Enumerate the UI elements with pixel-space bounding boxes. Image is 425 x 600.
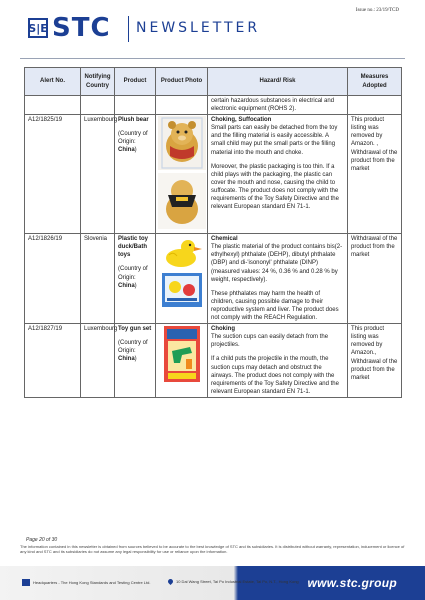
header-divider bbox=[128, 16, 129, 42]
empty-cell bbox=[115, 96, 156, 115]
measures: This product listing was removed by Amazon. , Withdrawal of the product from the market bbox=[348, 115, 402, 234]
header-rule bbox=[20, 58, 405, 59]
hazard-paragraph: Small parts can easily be detached from the toy and the filling material is easily accessible. A small child may put the small parts or the filling material into the mouth and choke. bbox=[211, 125, 338, 156]
header-hazard: Hazard/ Risk bbox=[208, 68, 348, 96]
footer-address bbox=[168, 579, 299, 584]
stc-logo-mark bbox=[28, 18, 48, 38]
plush-bear-back-photo bbox=[158, 173, 206, 229]
rubber-duck-photo bbox=[159, 235, 205, 269]
page-footer bbox=[0, 566, 425, 600]
bath-toys-package-photo bbox=[159, 272, 205, 308]
hazard-cell bbox=[208, 324, 348, 398]
issue-number: Issue no.: 23/19/TCD bbox=[355, 8, 399, 13]
alert-no: A12/1827/19 bbox=[25, 324, 81, 398]
hazard-cell bbox=[208, 115, 348, 234]
header-product: Product bbox=[115, 68, 156, 96]
alerts-table bbox=[24, 67, 402, 398]
hazard-title: Choking, Suffocation bbox=[211, 117, 272, 124]
empty-cell bbox=[81, 96, 115, 115]
product-cell bbox=[115, 324, 156, 398]
origin-value: China bbox=[118, 282, 135, 289]
product-name: Toy gun set bbox=[118, 326, 152, 333]
measures: Withdrawal of the product from the market bbox=[348, 234, 402, 324]
origin-label: (Country of Origin: bbox=[118, 340, 148, 355]
hazard-title: Chemical bbox=[211, 236, 238, 243]
hazard-cell bbox=[208, 234, 348, 324]
hq-address: 10 Dai Wang Street, Tai Po Industrial Estate, Tai Po, N.T., Hong Kong bbox=[176, 579, 299, 584]
origin-close: ) bbox=[134, 282, 137, 289]
origin-label: (Country of Origin: bbox=[118, 131, 148, 146]
product-name: Plush bear bbox=[118, 117, 149, 124]
empty-cell bbox=[156, 96, 208, 115]
header-measures: Measures Adopted bbox=[348, 68, 402, 96]
website-link[interactable]: www.stc.group bbox=[307, 576, 397, 590]
table-row bbox=[25, 115, 402, 234]
hazard-title: Choking bbox=[211, 326, 235, 333]
header-alert-no: Alert No. bbox=[25, 68, 81, 96]
photo-cell bbox=[156, 115, 208, 234]
alert-no: A12/1825/19 bbox=[25, 115, 81, 234]
brand-name: STC bbox=[52, 13, 111, 43]
newsletter-title: NEWSLETTER bbox=[136, 20, 261, 36]
hq-name: Headquarters - The Hong Kong Standards and Testing Centre Ltd. bbox=[33, 580, 151, 585]
product-cell bbox=[115, 115, 156, 234]
continuation-text: certain hazardous substances in electrical and electronic equipment (ROHS 2). bbox=[208, 96, 348, 115]
toy-gun-set-photo bbox=[162, 325, 202, 383]
building-icon bbox=[22, 579, 30, 586]
origin-value: China bbox=[118, 356, 135, 363]
photo-cell bbox=[156, 234, 208, 324]
page-number: Page 20 of 30 bbox=[26, 537, 58, 543]
table-row bbox=[25, 324, 402, 398]
product-cell bbox=[115, 234, 156, 324]
alert-no: A12/1826/19 bbox=[25, 234, 81, 324]
country: Luxembourg bbox=[81, 324, 115, 398]
country: Luxembourg bbox=[81, 115, 115, 234]
empty-cell bbox=[348, 96, 402, 115]
country: Slovenia bbox=[81, 234, 115, 324]
origin-close: ) bbox=[134, 356, 137, 363]
footer-headquarters bbox=[22, 579, 150, 586]
logo-letters: S|E bbox=[28, 21, 48, 35]
table-header-row bbox=[25, 68, 402, 96]
photo-cell bbox=[156, 324, 208, 398]
table-row-continuation bbox=[25, 96, 402, 115]
disclaimer-text: The information contained in this newsletter is obtained from sources believed to be accurate to the best knowledge of STC and its subsidiaries. It is distributed without warranty, representation, inducement or licence of any kind and STC and its subsidiaries do not assume any legal responsibility for use or reliance upon the information. bbox=[20, 544, 405, 555]
origin-label: (Country of Origin: bbox=[118, 266, 148, 281]
empty-cell bbox=[25, 96, 81, 115]
product-name: Plastic toy duck/Bath toys bbox=[118, 236, 149, 259]
hazard-paragraph: The suction cups can easily detach from the projectiles. bbox=[211, 334, 329, 349]
hazard-paragraph: Moreover, the plastic packaging is too thin. If a child plays with the packaging, the plastic can cover the mouth and nose, causing the child to suffocate. The product does not comply with the requirements of the Toy Safety Directive and the relevant European standard EN 71-1. bbox=[211, 163, 339, 211]
hazard-paragraph: The plastic material of the product contains bis(2-ethylhexyl) phthalate (DEHP), dibutyl phthalate (DBP) and di-'isononyl' phthalate (DINP)(measured values: 24 %, 0.36 % and 0.28 % by weight, respectively). bbox=[211, 244, 343, 283]
header-photo: Product Photo bbox=[156, 68, 208, 96]
table-row bbox=[25, 234, 402, 324]
location-pin-icon bbox=[167, 578, 174, 585]
hazard-paragraph: These phthalates may harm the health of children, causing possible damage to their reproductive system and liver. The product does not comply with the REACH Regulation. bbox=[211, 290, 339, 322]
page-header bbox=[0, 0, 425, 62]
hazard-paragraph: If a child puts the projectile in the mouth, the suction cups may detach and obstruct the airways. The product does not comply with the requirements of the Toy Safety Directive and the relevant European standard EN 71-1. bbox=[211, 356, 339, 395]
measures: This product listing was removed by Amazon., Withdrawal of the product from the market bbox=[348, 324, 402, 398]
origin-close: ) bbox=[134, 147, 137, 154]
header-country: Notifying Country bbox=[81, 68, 115, 96]
origin-value: China bbox=[118, 147, 135, 154]
plush-bear-photo bbox=[158, 116, 206, 170]
